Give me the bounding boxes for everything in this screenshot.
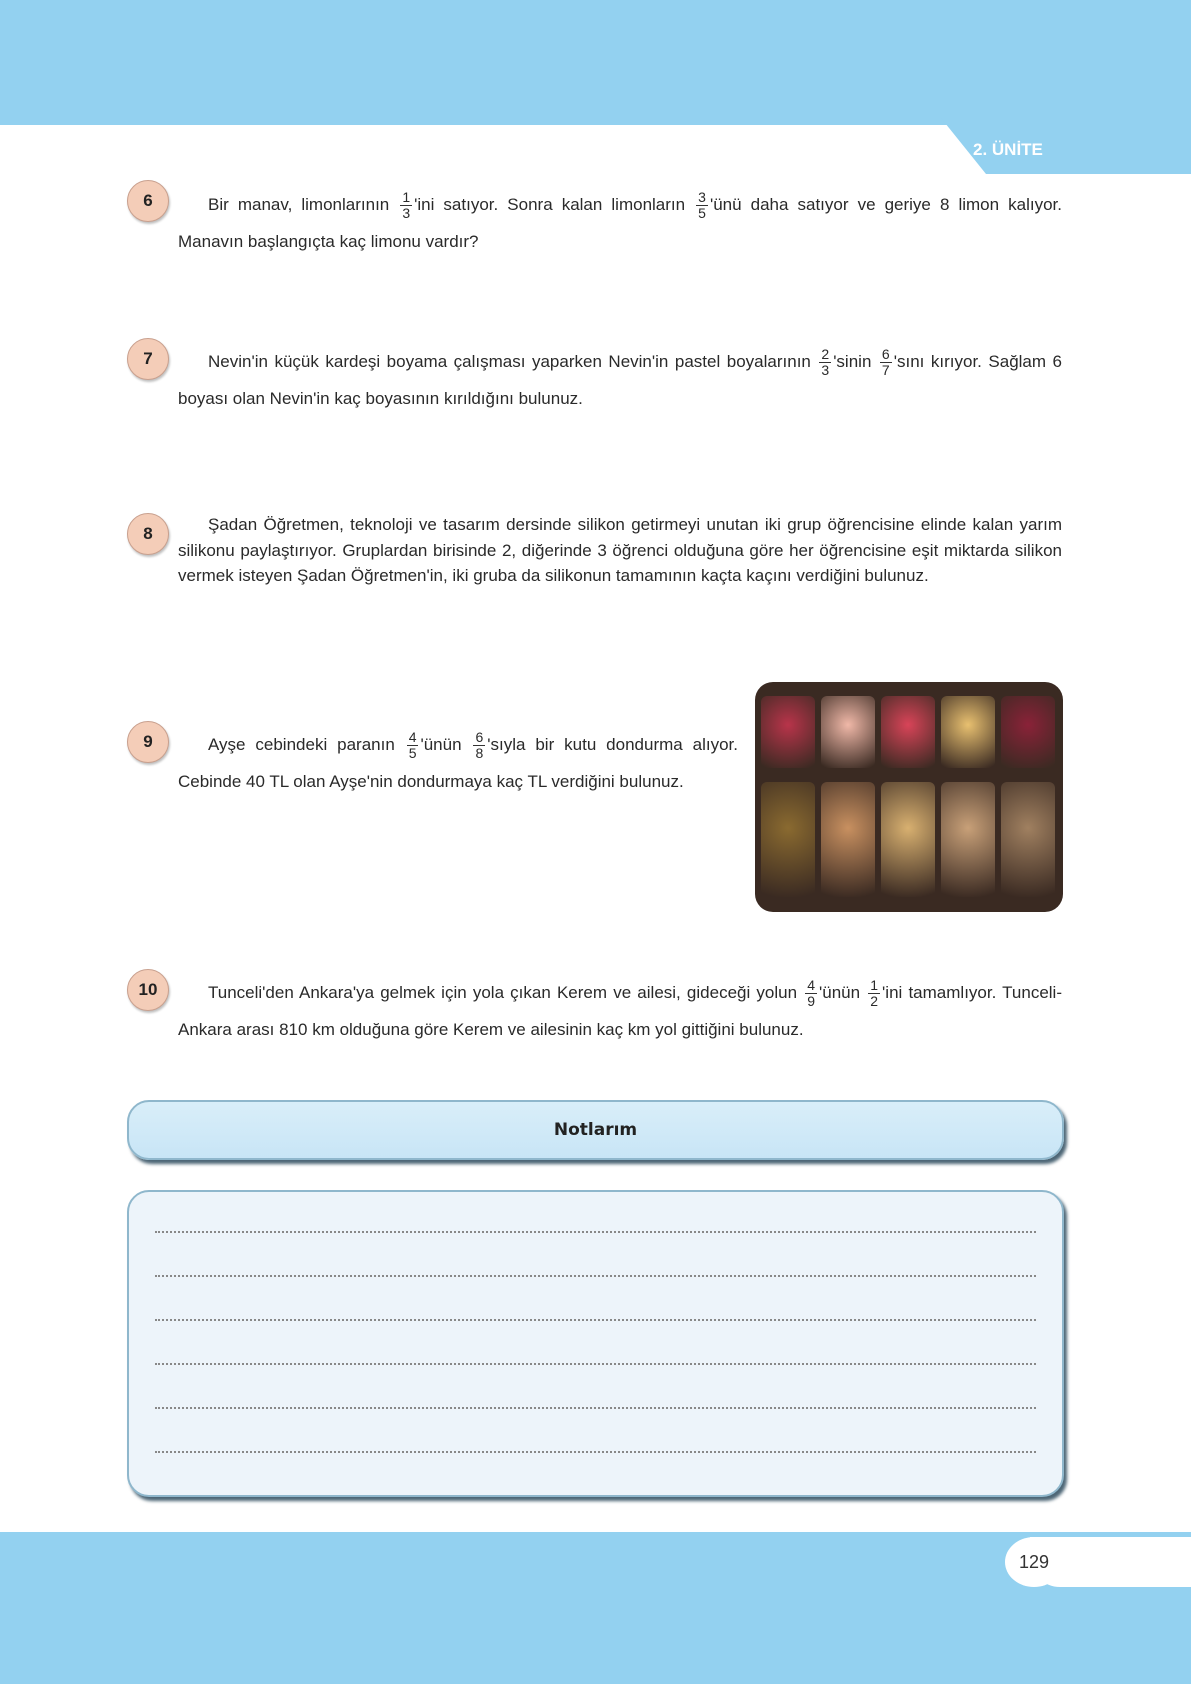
denominator: 2 <box>870 993 879 1010</box>
fraction <box>880 347 892 378</box>
ice-cream-tub <box>761 696 815 768</box>
question-text-segment: 'ünün <box>819 983 867 1002</box>
fraction <box>696 190 708 221</box>
question-text-segment: 'sını kırıyor. Sağlam 6 boyası olan Nevin'in kaç boyasının kırıldığını bulunuz. <box>178 352 1063 408</box>
note-line[interactable] <box>155 1319 1036 1321</box>
ice-cream-tub <box>941 782 995 897</box>
denominator: 9 <box>807 993 816 1010</box>
note-line[interactable] <box>155 1363 1036 1365</box>
top-band <box>0 0 1191 125</box>
fraction <box>473 730 485 761</box>
notes-header <box>127 1100 1064 1160</box>
ice-cream-tub <box>881 782 935 897</box>
ice-cream-tub <box>821 782 875 897</box>
question-text-segment: Bir manav, limonlarının <box>208 195 399 214</box>
question-9-text <box>178 726 738 800</box>
question-10-text <box>178 974 1062 1048</box>
question-text-segment: Ayşe cebindeki paranın <box>208 735 405 754</box>
ice-cream-tub <box>1001 782 1055 897</box>
question-text-segment: Tunceli'den Ankara'ya gelmek için yola çıkan Kerem ve ailesi, gideceği yolun <box>208 983 804 1002</box>
question-number: 6 <box>127 180 169 222</box>
question-text-segment: 'ini tamamlıyor. Tunceli-Ankara arası 810 km olduğuna göre Kerem ve ailesinin kaç km yol gittiğini bulunuz. <box>178 983 1062 1039</box>
question-text-segment: 'sıyla bir kutu dondurma alıyor. Cebinde 40 TL olan Ayşe'nin dondurmaya kaç TL verdiğini bulunuz. <box>178 735 738 791</box>
numerator: 1 <box>402 189 411 206</box>
denominator: 3 <box>402 205 411 222</box>
ice-cream-tub <box>881 696 935 768</box>
unit-label: 2. ÜNİTE <box>973 140 1043 159</box>
denominator: 8 <box>475 745 484 762</box>
fraction <box>407 730 419 761</box>
numerator: 4 <box>807 977 816 994</box>
question-text-segment: 'ünün <box>420 735 472 754</box>
fraction <box>819 347 831 378</box>
question-number: 9 <box>127 721 169 763</box>
note-line[interactable] <box>155 1451 1036 1453</box>
ice-cream-tub <box>941 696 995 768</box>
fraction <box>805 978 817 1009</box>
ice-cream-tub <box>821 696 875 768</box>
question-number: 8 <box>127 513 169 555</box>
question-text-segment: 'sinin <box>833 352 878 371</box>
denominator: 7 <box>881 362 890 379</box>
question-7-text <box>178 343 1062 417</box>
notes-box[interactable] <box>127 1190 1064 1497</box>
denominator: 3 <box>821 362 830 379</box>
numerator: 6 <box>881 346 890 363</box>
page-number: 129 <box>1005 1537 1063 1587</box>
numerator: 3 <box>698 189 706 206</box>
denominator: 5 <box>698 205 706 222</box>
question-text-segment: 'ünü daha satıyor ve geriye 8 limon kalıyor. Manavın başlangıçta kaç limonu vardır? <box>178 195 1062 251</box>
numerator: 6 <box>475 729 484 746</box>
denominator: 5 <box>408 745 417 762</box>
fraction <box>868 978 880 1009</box>
note-line[interactable] <box>155 1231 1036 1233</box>
question-text-segment: Şadan Öğretmen, teknoloji ve tasarım dersinde silikon getirmeyi unutan iki grup öğrencisine elinde kalan yarım silikonu paylaştırıyor. Gruplardan birisinde 2, diğerinde 3 öğrenci olduğuna göre her öğrencisine eşit miktarda silikon vermek isteyen Şadan Öğretmen'in, iki gruba da silikonun tamamının kaçta kaçını verdiğini bulunuz. <box>178 515 1062 585</box>
ice-cream-tub <box>761 782 815 897</box>
question-6-text <box>178 186 1062 260</box>
question-number: 10 <box>127 969 169 1011</box>
question-8-text <box>178 512 1062 589</box>
ice-cream-photo <box>755 682 1063 912</box>
numerator: 1 <box>870 977 879 994</box>
note-line[interactable] <box>155 1407 1036 1409</box>
ice-cream-tub <box>1001 696 1055 768</box>
numerator: 4 <box>408 729 417 746</box>
notes-title: Notlarım <box>553 1120 638 1140</box>
numerator: 2 <box>821 346 830 363</box>
question-text-segment: Nevin'in küçük kardeşi boyama çalışması yaparken Nevin'in pastel boyalarının <box>208 352 818 371</box>
question-number: 7 <box>127 338 169 380</box>
question-text-segment: 'ini satıyor. Sonra kalan limonların <box>414 195 695 214</box>
fraction <box>400 190 412 221</box>
note-line[interactable] <box>155 1275 1036 1277</box>
